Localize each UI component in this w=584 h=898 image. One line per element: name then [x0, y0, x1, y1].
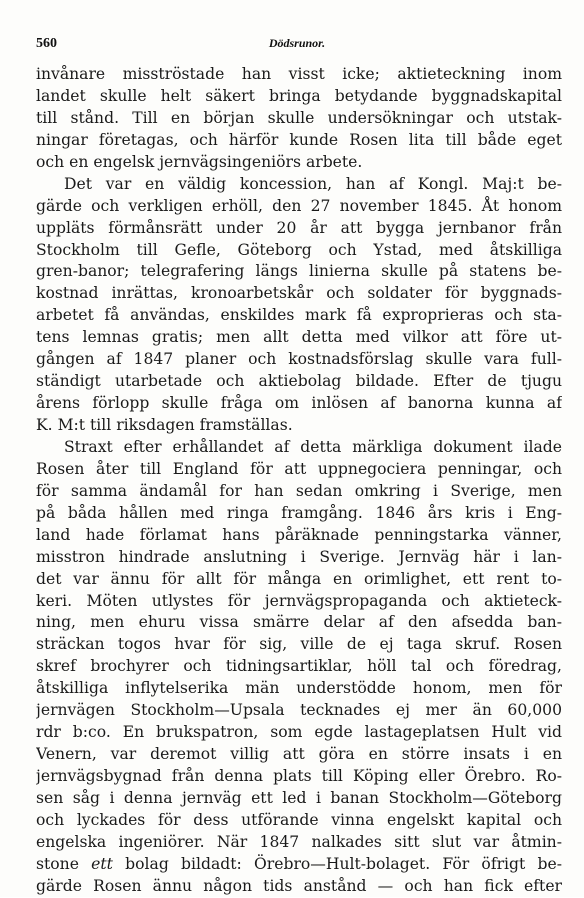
text-line: K. M:t till riksdagen framställas.	[36, 416, 293, 434]
text-fragment: bolag bildadt: Örebro—Hult-bolaget. För öfrigt be-	[112, 854, 562, 873]
text-line: sträckan togos hvar för sig, ville de ej taga skruf. Rosen	[36, 635, 562, 654]
page-header	[36, 36, 558, 56]
text-line: ning, men ehuru vissa smärre delar af den afsedda ban-	[36, 613, 562, 632]
text-line: gren-banor; telegrafering längs linierna skulle på statens be-	[36, 262, 562, 281]
text-line: kostnad inrättas, kronoarbetskår och soldater för byggnads-	[36, 284, 562, 303]
text-line: årens förlopp skulle fråga om inlösen af banorna kunna af	[36, 394, 562, 413]
text-line: åtskilliga inflytelserika män understödde honom, men för	[36, 679, 562, 698]
text-line: rdr b:co. En brukspatron, som egde lastageplatsen Hult vid	[36, 723, 562, 742]
text-line: Det var en väldig koncession, han af Kongl. Maj:t be-	[64, 174, 562, 193]
text-fragment: stone	[36, 854, 92, 873]
text-line: invånare misströstade han visst icke; aktieteckning inom	[36, 65, 562, 83]
text-line: Straxt efter erhållandet af detta märkliga dokument ilade	[64, 437, 562, 456]
text-line: gärde Rosen ännu någon tids anstånd — och han fick efter	[36, 876, 562, 895]
text-line: och en engelsk jernvägsingeniörs arbete.	[36, 152, 363, 171]
text-line: jernvägen Stockholm—Upsala tecknades ej mer än 60,000	[36, 701, 562, 720]
text-line: och lyckades för dess utförande vinna engelskt kapital och	[36, 810, 562, 829]
text-line: skref brochyrer och tidningsartiklar, höll tal och föredrag,	[36, 657, 562, 676]
text-line: sen såg i denna jernväg ett led i banan Stockholm—Göteborg	[36, 788, 562, 807]
page-number: 560	[36, 36, 57, 51]
italic-word: ett	[91, 854, 113, 873]
text-line: misstron hindrade anslutning i Sverige. Jernväg här i lan-	[36, 547, 562, 566]
text-line: för samma ändamål for han sedan omkring i Sverige, men	[36, 481, 562, 500]
text-line: tens lemnas gratis; men allt detta med vilkor att före ut-	[36, 328, 562, 347]
text-line: arbetet få användas, enskildes mark få exproprieras och sta-	[36, 306, 562, 325]
text-line: till stånd. Till en början skulle undersökningar och utstak-	[36, 108, 562, 127]
text-line: det var ännu för allt för många en orimlighet, ett rent to-	[36, 569, 562, 588]
text-line: gärde och verkligen erhöll, den 27 november 1845. Åt honom	[36, 196, 562, 215]
text-line: Stockholm till Gefle, Göteborg och Ystad, med åtskilliga	[36, 240, 562, 259]
text-line: Rosen åter till England för att uppnegociera penningar, och	[36, 459, 562, 478]
text-line: uppläts förmånsrätt under 20 år att bygga jernbanor från	[36, 218, 562, 237]
text-line: jernvägsbygnad från denna plats till Köping eller Örebro. Ro-	[36, 767, 562, 785]
text-line: ständigt utarbetade och aktiebolag bildade. Efter de tjugu	[36, 372, 562, 391]
text-line: keri. Möten utlystes för jernvägspropaganda och aktieteck-	[36, 591, 562, 610]
text-line: på båda hållen med ringa framgång. 1846 års kris i Eng-	[36, 503, 562, 522]
running-title: Dödsrunor.	[268, 36, 326, 50]
text-line: engelska ingeniörer. När 1847 nalkades sitt slut var åtmin-	[36, 832, 562, 851]
body-text	[36, 64, 562, 898]
text-line: land hade förlamat hans påräknade penningstarka vänner,	[36, 525, 562, 544]
text-line: landet skulle helt säkert bringa betydande byggnadskapital	[36, 86, 562, 105]
text-line: ningar företagas, och härför kunde Rosen lita till både eget	[36, 130, 562, 149]
text-line: Venern, var deremot villig att göra en större insats i en	[36, 745, 562, 764]
text-line: gången af 1847 planer och kostnadsförslag skulle vara full-	[36, 350, 562, 369]
text-line	[36, 854, 562, 876]
